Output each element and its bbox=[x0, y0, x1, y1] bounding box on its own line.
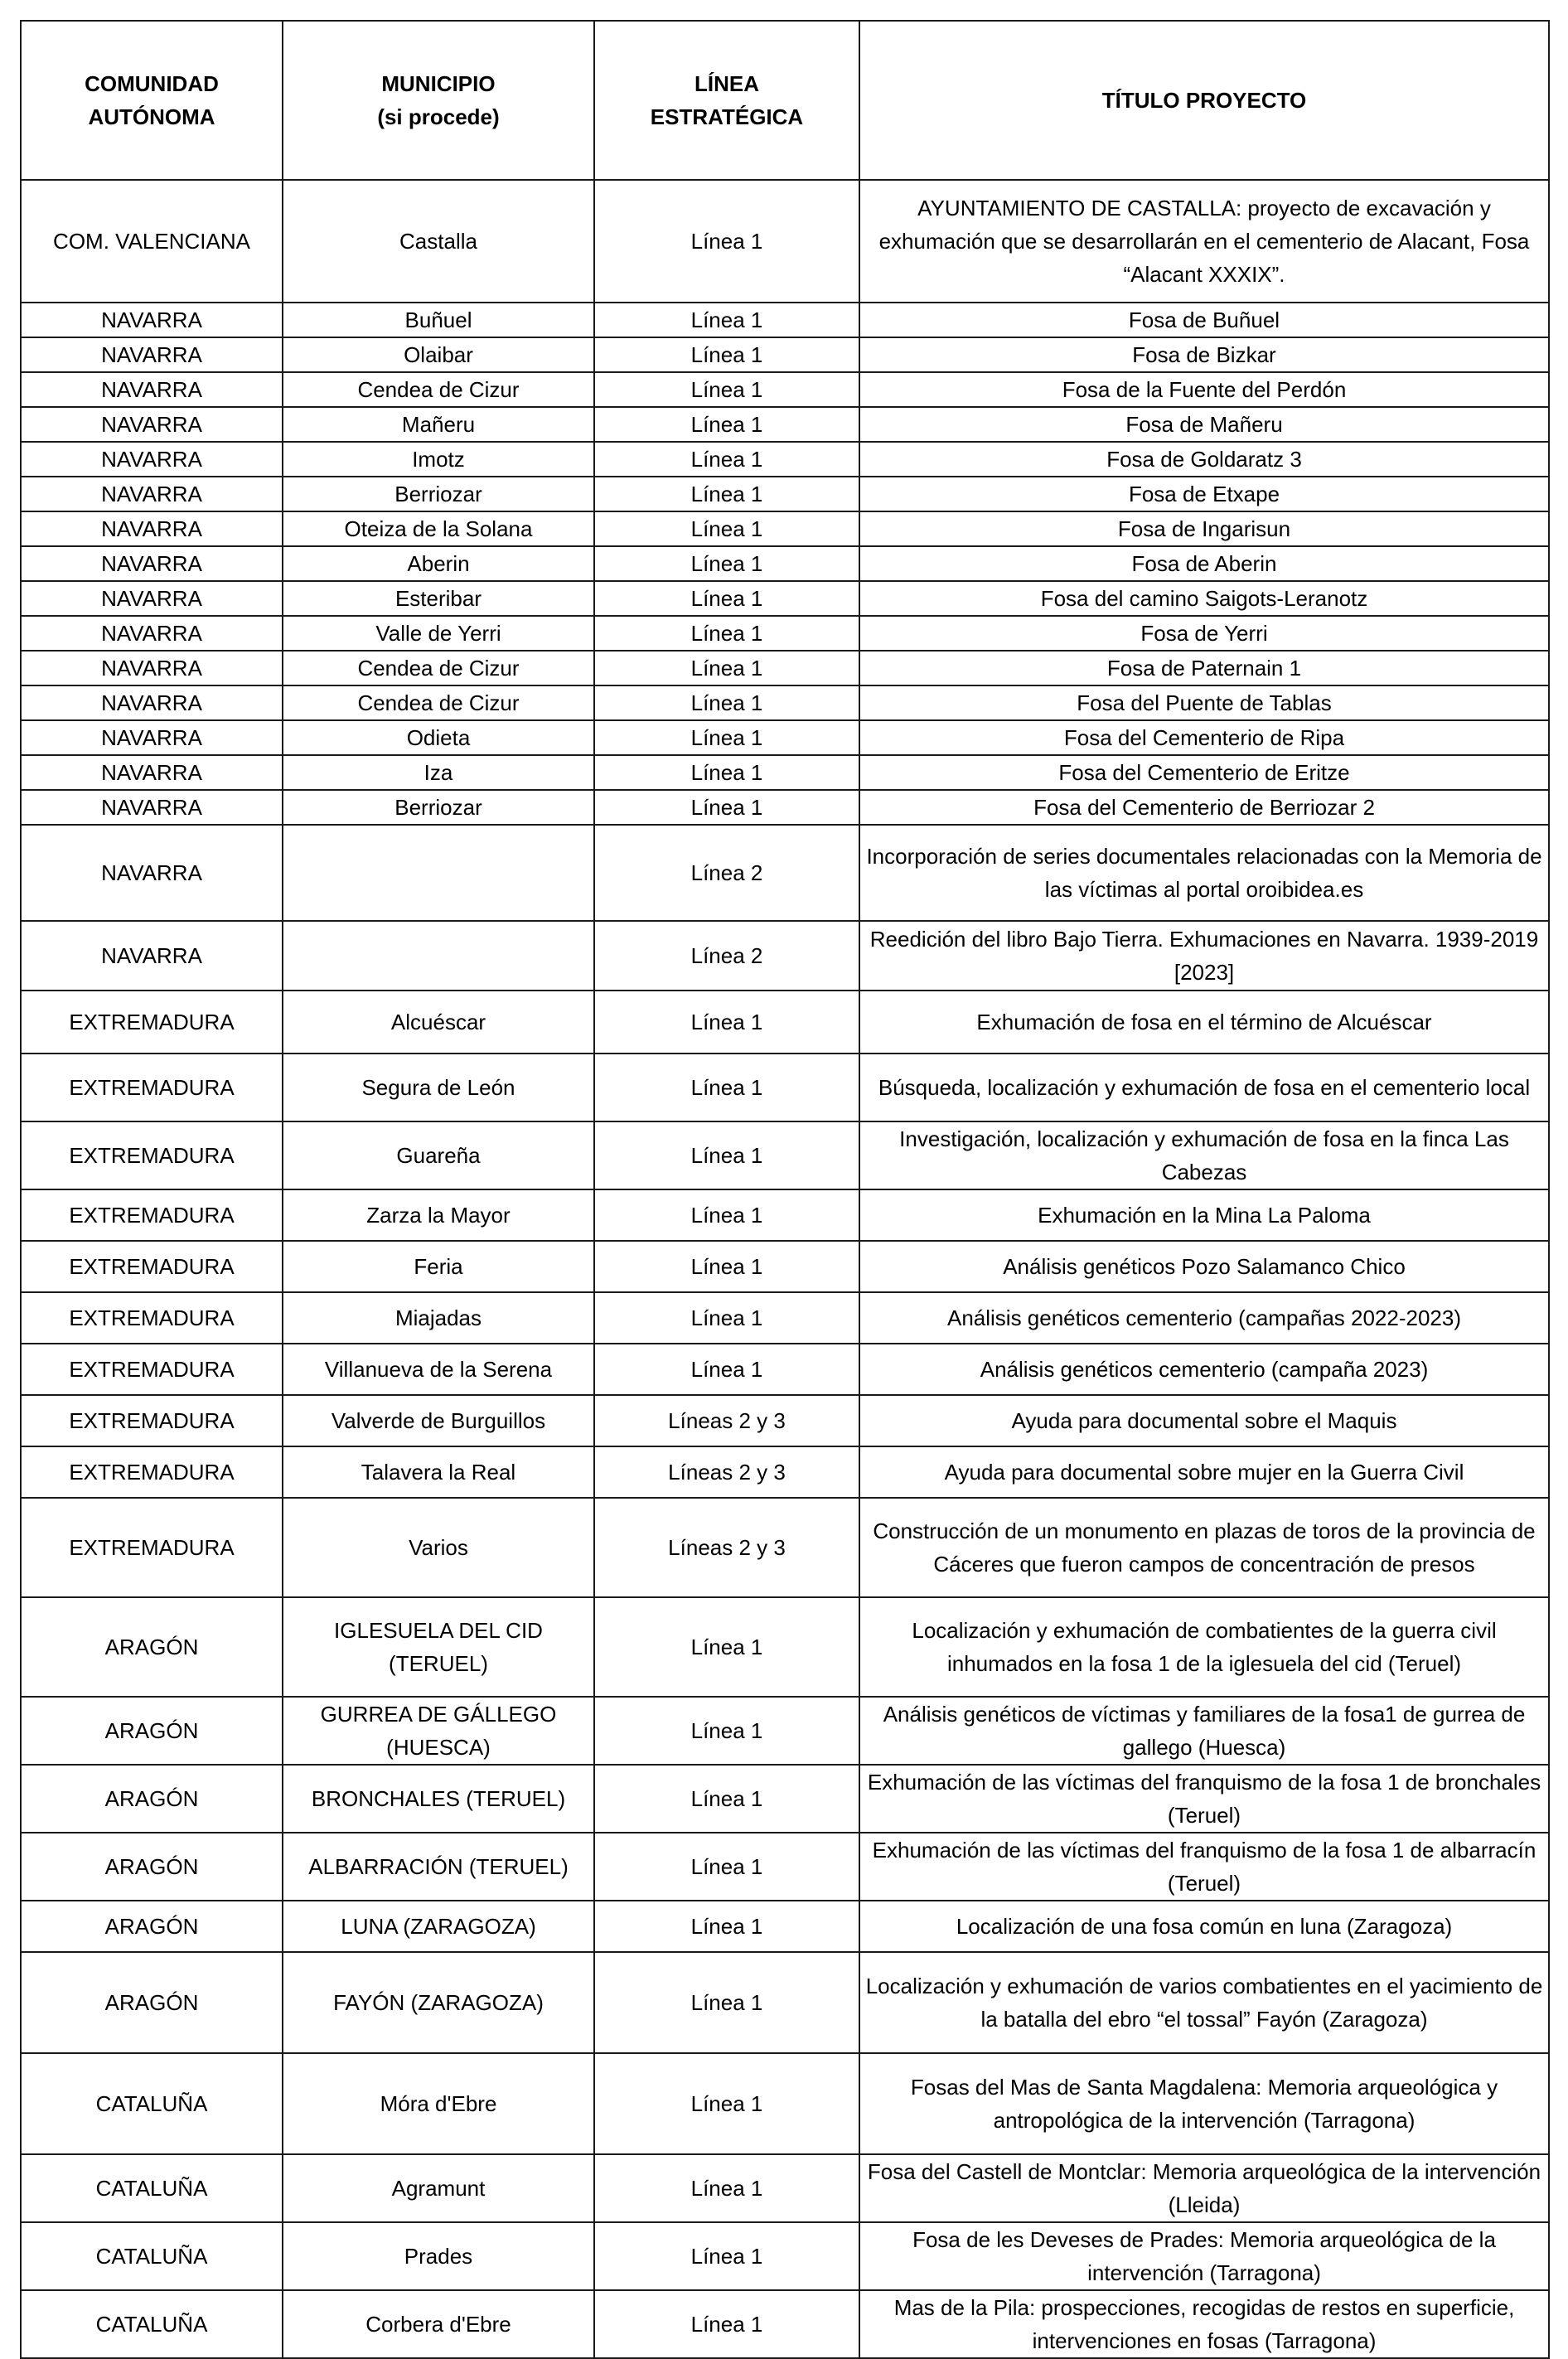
cell-municipio: Cendea de Cizur bbox=[283, 651, 594, 685]
cell-municipio: LUNA (ZARAGOZA) bbox=[283, 1901, 594, 1952]
cell-titulo: Incorporación de series documentales relacionadas con la Memoria de las víctimas al portal oroibidea.es bbox=[859, 825, 1549, 921]
cell-titulo: Fosa del Cementerio de Ripa bbox=[859, 720, 1549, 755]
table-row bbox=[21, 180, 1549, 303]
cell-linea: Líneas 2 y 3 bbox=[594, 1446, 859, 1498]
table-row bbox=[21, 2053, 1549, 2154]
cell-titulo: Exhumación de las víctimas del franquismo de la fosa 1 de albarracín (Teruel) bbox=[859, 1833, 1549, 1901]
header-titulo-text: TÍTULO PROYECTO bbox=[1101, 88, 1307, 113]
cell-titulo: Investigación, localización y exhumación de fosa en la finca Las Cabezas bbox=[859, 1121, 1549, 1189]
cell-municipio bbox=[283, 825, 594, 921]
cell-municipio: Cendea de Cizur bbox=[283, 685, 594, 720]
cell-comunidad: EXTREMADURA bbox=[21, 1344, 283, 1395]
cell-linea: Línea 1 bbox=[594, 372, 859, 407]
cell-municipio: Cendea de Cizur bbox=[283, 372, 594, 407]
cell-comunidad: ARAGÓN bbox=[21, 1597, 283, 1697]
cell-municipio: GURREA DE GÁLLEGO (HUESCA) bbox=[283, 1697, 594, 1765]
cell-municipio: Olaibar bbox=[283, 337, 594, 372]
cell-comunidad: CATALUÑA bbox=[21, 2053, 283, 2154]
cell-municipio: Villanueva de la Serena bbox=[283, 1344, 594, 1395]
cell-titulo: Reedición del libro Bajo Tierra. Exhumaciones en Navarra. 1939-2019 [2023] bbox=[859, 921, 1549, 991]
cell-comunidad: EXTREMADURA bbox=[21, 991, 283, 1054]
projects-sheet bbox=[20, 20, 1550, 2359]
cell-comunidad: EXTREMADURA bbox=[21, 1446, 283, 1498]
cell-comunidad: ARAGÓN bbox=[21, 1952, 283, 2053]
cell-comunidad: CATALUÑA bbox=[21, 2290, 283, 2358]
cell-comunidad: ARAGÓN bbox=[21, 1765, 283, 1833]
cell-titulo: Fosa del Cementerio de Eritze bbox=[859, 755, 1549, 790]
cell-titulo: Fosa de Yerri bbox=[859, 616, 1549, 651]
cell-comunidad: NAVARRA bbox=[21, 581, 283, 616]
cell-linea: Línea 1 bbox=[594, 546, 859, 581]
cell-municipio: Corbera d'Ebre bbox=[283, 2290, 594, 2358]
cell-municipio: Varios bbox=[283, 1498, 594, 1597]
header-linea bbox=[594, 21, 859, 180]
table-row bbox=[21, 1498, 1549, 1597]
cell-linea: Línea 1 bbox=[594, 1697, 859, 1765]
cell-titulo: Fosa de les Deveses de Prades: Memoria arqueológica de la intervención (Tarragona) bbox=[859, 2222, 1549, 2290]
table-row bbox=[21, 1446, 1549, 1498]
cell-titulo: Fosa de Goldaratz 3 bbox=[859, 442, 1549, 477]
cell-municipio: ALBARRACIÓN (TERUEL) bbox=[283, 1833, 594, 1901]
table-row bbox=[21, 991, 1549, 1054]
table-row bbox=[21, 581, 1549, 616]
table-row bbox=[21, 303, 1549, 337]
cell-comunidad: NAVARRA bbox=[21, 372, 283, 407]
cell-titulo: Fosa de Aberin bbox=[859, 546, 1549, 581]
table-row bbox=[21, 720, 1549, 755]
cell-linea: Línea 1 bbox=[594, 1054, 859, 1121]
header-comunidad-line1: COMUNIDAD bbox=[85, 71, 219, 96]
cell-linea: Línea 1 bbox=[594, 1241, 859, 1292]
table-row bbox=[21, 1241, 1549, 1292]
cell-municipio: Iza bbox=[283, 755, 594, 790]
cell-comunidad: EXTREMADURA bbox=[21, 1292, 283, 1344]
cell-titulo: AYUNTAMIENTO DE CASTALLA: proyecto de excavación y exhumación que se desarrollarán en el cementerio de Alacant, Fosa “Alacant XXXIX”. bbox=[859, 180, 1549, 303]
cell-titulo: Análisis genéticos Pozo Salamanco Chico bbox=[859, 1241, 1549, 1292]
cell-municipio: Mañeru bbox=[283, 407, 594, 442]
cell-municipio: Odieta bbox=[283, 720, 594, 755]
table-row bbox=[21, 1395, 1549, 1446]
cell-linea: Línea 1 bbox=[594, 720, 859, 755]
cell-municipio: Miajadas bbox=[283, 1292, 594, 1344]
cell-titulo: Fosa de Etxape bbox=[859, 477, 1549, 511]
cell-titulo: Ayuda para documental sobre mujer en la Guerra Civil bbox=[859, 1446, 1549, 1498]
cell-comunidad: NAVARRA bbox=[21, 616, 283, 651]
table-row bbox=[21, 2222, 1549, 2290]
cell-comunidad: EXTREMADURA bbox=[21, 1121, 283, 1189]
cell-municipio: Móra d'Ebre bbox=[283, 2053, 594, 2154]
cell-comunidad: NAVARRA bbox=[21, 407, 283, 442]
cell-municipio: Agramunt bbox=[283, 2154, 594, 2222]
cell-linea: Líneas 2 y 3 bbox=[594, 1395, 859, 1446]
table-row bbox=[21, 1697, 1549, 1765]
table-row bbox=[21, 407, 1549, 442]
cell-linea: Línea 1 bbox=[594, 1344, 859, 1395]
cell-linea: Línea 1 bbox=[594, 2154, 859, 2222]
header-comunidad-line2: AUTÓNOMA bbox=[88, 104, 215, 129]
cell-titulo: Fosa de Buñuel bbox=[859, 303, 1549, 337]
cell-titulo: Análisis genéticos cementerio (campaña 2023) bbox=[859, 1344, 1549, 1395]
cell-comunidad: NAVARRA bbox=[21, 442, 283, 477]
cell-linea: Línea 1 bbox=[594, 442, 859, 477]
cell-comunidad: EXTREMADURA bbox=[21, 1395, 283, 1446]
cell-municipio bbox=[283, 921, 594, 991]
cell-comunidad: EXTREMADURA bbox=[21, 1054, 283, 1121]
cell-municipio: Valle de Yerri bbox=[283, 616, 594, 651]
cell-municipio: Imotz bbox=[283, 442, 594, 477]
cell-comunidad: ARAGÓN bbox=[21, 1901, 283, 1952]
cell-municipio: Valverde de Burguillos bbox=[283, 1395, 594, 1446]
cell-municipio: Castalla bbox=[283, 180, 594, 303]
cell-linea: Línea 1 bbox=[594, 2053, 859, 2154]
cell-comunidad: NAVARRA bbox=[21, 303, 283, 337]
cell-titulo: Localización y exhumación de combatientes de la guerra civil inhumados en la fosa 1 de la iglesuela del cid (Teruel) bbox=[859, 1597, 1549, 1697]
table-row bbox=[21, 1765, 1549, 1833]
cell-comunidad: NAVARRA bbox=[21, 337, 283, 372]
cell-linea: Líneas 2 y 3 bbox=[594, 1498, 859, 1597]
cell-municipio: Alcuéscar bbox=[283, 991, 594, 1054]
cell-titulo: Fosa de Paternain 1 bbox=[859, 651, 1549, 685]
cell-linea: Línea 1 bbox=[594, 651, 859, 685]
cell-titulo: Fosa del camino Saigots-Leranotz bbox=[859, 581, 1549, 616]
cell-municipio: Zarza la Mayor bbox=[283, 1189, 594, 1241]
header-comunidad bbox=[21, 21, 283, 180]
cell-comunidad: EXTREMADURA bbox=[21, 1189, 283, 1241]
cell-comunidad: EXTREMADURA bbox=[21, 1241, 283, 1292]
cell-comunidad: CATALUÑA bbox=[21, 2222, 283, 2290]
cell-linea: Línea 2 bbox=[594, 825, 859, 921]
cell-comunidad: NAVARRA bbox=[21, 477, 283, 511]
table-row bbox=[21, 1901, 1549, 1952]
cell-comunidad: NAVARRA bbox=[21, 825, 283, 921]
cell-municipio: BRONCHALES (TERUEL) bbox=[283, 1765, 594, 1833]
cell-comunidad: ARAGÓN bbox=[21, 1833, 283, 1901]
cell-titulo: Fosa de la Fuente del Perdón bbox=[859, 372, 1549, 407]
cell-linea: Línea 1 bbox=[594, 991, 859, 1054]
cell-linea: Línea 1 bbox=[594, 581, 859, 616]
table-row bbox=[21, 1952, 1549, 2053]
cell-titulo: Fosas del Mas de Santa Magdalena: Memoria arqueológica y antropológica de la intervención (Tarragona) bbox=[859, 2053, 1549, 2154]
cell-titulo: Fosa de Mañeru bbox=[859, 407, 1549, 442]
cell-comunidad: NAVARRA bbox=[21, 546, 283, 581]
cell-linea: Línea 2 bbox=[594, 921, 859, 991]
cell-comunidad: EXTREMADURA bbox=[21, 1498, 283, 1597]
cell-titulo: Localización de una fosa común en luna (Zaragoza) bbox=[859, 1901, 1549, 1952]
cell-titulo: Fosa del Castell de Montclar: Memoria arqueológica de la intervención (Lleida) bbox=[859, 2154, 1549, 2222]
table-row bbox=[21, 511, 1549, 546]
cell-titulo: Mas de la Pila: prospecciones, recogidas de restos en superficie, intervenciones en fosas (Tarragona) bbox=[859, 2290, 1549, 2358]
cell-comunidad: NAVARRA bbox=[21, 651, 283, 685]
header-row bbox=[21, 21, 1549, 180]
cell-titulo: Construcción de un monumento en plazas de toros de la provincia de Cáceres que fueron campos de concentración de presos bbox=[859, 1498, 1549, 1597]
cell-municipio: FAYÓN (ZARAGOZA) bbox=[283, 1952, 594, 2053]
cell-linea: Línea 1 bbox=[594, 1597, 859, 1697]
cell-linea: Línea 1 bbox=[594, 477, 859, 511]
table-row bbox=[21, 1189, 1549, 1241]
cell-municipio: Prades bbox=[283, 2222, 594, 2290]
cell-municipio: Buñuel bbox=[283, 303, 594, 337]
table-row bbox=[21, 1344, 1549, 1395]
table-row bbox=[21, 372, 1549, 407]
cell-comunidad: NAVARRA bbox=[21, 921, 283, 991]
cell-linea: Línea 1 bbox=[594, 337, 859, 372]
cell-municipio: IGLESUELA DEL CID (TERUEL) bbox=[283, 1597, 594, 1697]
table-row bbox=[21, 790, 1549, 825]
table-row bbox=[21, 1054, 1549, 1121]
cell-linea: Línea 1 bbox=[594, 180, 859, 303]
cell-titulo: Localización y exhumación de varios combatientes en el yacimiento de la batalla del ebro “el tossal” Fayón (Zaragoza) bbox=[859, 1952, 1549, 2053]
table-row bbox=[21, 337, 1549, 372]
header-municipio-line1: MUNICIPIO bbox=[381, 71, 496, 96]
table-row bbox=[21, 2154, 1549, 2222]
cell-linea: Línea 1 bbox=[594, 616, 859, 651]
cell-linea: Línea 1 bbox=[594, 1952, 859, 2053]
header-municipio bbox=[283, 21, 594, 180]
cell-titulo: Búsqueda, localización y exhumación de fosa en el cementerio local bbox=[859, 1054, 1549, 1121]
table-row bbox=[21, 1292, 1549, 1344]
cell-comunidad: NAVARRA bbox=[21, 720, 283, 755]
table-row bbox=[21, 546, 1549, 581]
cell-comunidad: COM. VALENCIANA bbox=[21, 180, 283, 303]
cell-linea: Línea 1 bbox=[594, 407, 859, 442]
table-row bbox=[21, 685, 1549, 720]
cell-municipio: Segura de León bbox=[283, 1054, 594, 1121]
header-linea-line2: ESTRATÉGICA bbox=[650, 104, 804, 129]
cell-comunidad: NAVARRA bbox=[21, 685, 283, 720]
cell-titulo: Fosa del Puente de Tablas bbox=[859, 685, 1549, 720]
cell-comunidad: ARAGÓN bbox=[21, 1697, 283, 1765]
table-row bbox=[21, 2290, 1549, 2358]
header-linea-line1: LÍNEA bbox=[694, 71, 759, 96]
cell-municipio: Feria bbox=[283, 1241, 594, 1292]
cell-comunidad: NAVARRA bbox=[21, 511, 283, 546]
cell-titulo: Análisis genéticos de víctimas y familiares de la fosa1 de gurrea de gallego (Huesca) bbox=[859, 1697, 1549, 1765]
cell-titulo: Análisis genéticos cementerio (campañas 2022-2023) bbox=[859, 1292, 1549, 1344]
cell-titulo: Fosa de Bizkar bbox=[859, 337, 1549, 372]
cell-municipio: Berriozar bbox=[283, 790, 594, 825]
table-row bbox=[21, 825, 1549, 921]
cell-municipio: Guareña bbox=[283, 1121, 594, 1189]
cell-comunidad: CATALUÑA bbox=[21, 2154, 283, 2222]
cell-comunidad: NAVARRA bbox=[21, 755, 283, 790]
cell-linea: Línea 1 bbox=[594, 1121, 859, 1189]
table-row bbox=[21, 1121, 1549, 1189]
cell-municipio: Berriozar bbox=[283, 477, 594, 511]
cell-linea: Línea 1 bbox=[594, 2290, 859, 2358]
cell-municipio: Esteribar bbox=[283, 581, 594, 616]
cell-municipio: Aberin bbox=[283, 546, 594, 581]
cell-linea: Línea 1 bbox=[594, 303, 859, 337]
header-titulo bbox=[859, 21, 1549, 180]
cell-linea: Línea 1 bbox=[594, 1901, 859, 1952]
cell-comunidad: NAVARRA bbox=[21, 790, 283, 825]
cell-titulo: Fosa de Ingarisun bbox=[859, 511, 1549, 546]
cell-linea: Línea 1 bbox=[594, 790, 859, 825]
table-row bbox=[21, 651, 1549, 685]
cell-municipio: Talavera la Real bbox=[283, 1446, 594, 1498]
cell-linea: Línea 1 bbox=[594, 1765, 859, 1833]
cell-linea: Línea 1 bbox=[594, 1189, 859, 1241]
header-municipio-line2: (si procede) bbox=[377, 104, 500, 129]
cell-linea: Línea 1 bbox=[594, 2222, 859, 2290]
cell-linea: Línea 1 bbox=[594, 511, 859, 546]
table-row bbox=[21, 755, 1549, 790]
cell-titulo: Exhumación de fosa en el término de Alcuéscar bbox=[859, 991, 1549, 1054]
cell-titulo: Fosa del Cementerio de Berriozar 2 bbox=[859, 790, 1549, 825]
cell-linea: Línea 1 bbox=[594, 685, 859, 720]
table-row bbox=[21, 442, 1549, 477]
table-row bbox=[21, 921, 1549, 991]
cell-titulo: Ayuda para documental sobre el Maquis bbox=[859, 1395, 1549, 1446]
cell-linea: Línea 1 bbox=[594, 755, 859, 790]
cell-titulo: Exhumación en la Mina La Paloma bbox=[859, 1189, 1549, 1241]
table-row bbox=[21, 616, 1549, 651]
table-row bbox=[21, 1597, 1549, 1697]
table-row bbox=[21, 477, 1549, 511]
cell-linea: Línea 1 bbox=[594, 1833, 859, 1901]
cell-titulo: Exhumación de las víctimas del franquismo de la fosa 1 de bronchales (Teruel) bbox=[859, 1765, 1549, 1833]
table-row bbox=[21, 1833, 1549, 1901]
projects-table bbox=[20, 20, 1550, 2359]
cell-linea: Línea 1 bbox=[594, 1292, 859, 1344]
table-body bbox=[21, 180, 1549, 2358]
cell-municipio: Oteiza de la Solana bbox=[283, 511, 594, 546]
